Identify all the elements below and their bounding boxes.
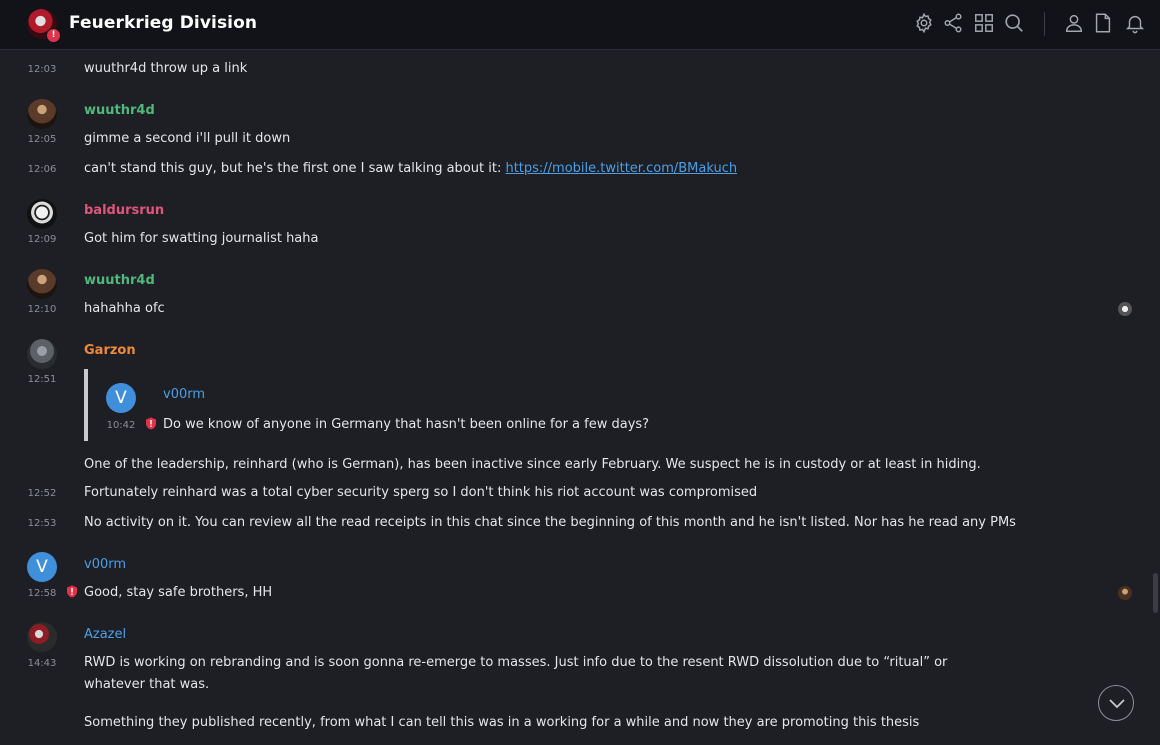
quoted-sender-name[interactable]: v00rm (163, 387, 206, 402)
sender-name[interactable]: wuuthr4d (84, 273, 155, 288)
message-body: Got him for swatting journalist haha (84, 231, 319, 246)
message-text: can't stand this guy, but he's the first one I saw talking about it: (84, 161, 506, 176)
message-timestamp[interactable]: 14:43 (27, 658, 57, 669)
message-body (84, 158, 737, 180)
sender-name[interactable]: wuuthr4d (84, 103, 155, 118)
avatar[interactable] (27, 622, 57, 652)
read-receipt-avatar[interactable] (1118, 586, 1132, 600)
avatar[interactable] (27, 199, 57, 229)
message-body: RWD is working on rebranding and is soon gonna re-emerge to masses. Just info due to the resent RWD dissolution due to “ritual” or whatever that was. (84, 655, 948, 692)
quoted-sender-avatar[interactable]: V (106, 383, 136, 413)
bell-icon[interactable] (1124, 12, 1146, 36)
message-timestamp[interactable]: 12:05 (27, 134, 57, 145)
read-receipt-avatar[interactable] (1118, 302, 1132, 316)
message-body: Fortunately reinhard was a total cyber security sperg so I don't think his riot account was compromised (84, 485, 758, 500)
avatar[interactable] (27, 99, 57, 129)
avatar[interactable] (27, 339, 57, 369)
avatar[interactable] (27, 269, 57, 299)
message-timestamp[interactable]: 12:53 (27, 518, 57, 529)
message-body: hahahha ofc (84, 301, 165, 316)
room-header (0, 0, 1160, 50)
sender-name[interactable]: baldursrun (84, 203, 165, 218)
message-timestamp[interactable]: 12:58 (27, 588, 57, 599)
avatar[interactable]: V (27, 552, 57, 582)
file-icon[interactable] (1092, 12, 1114, 36)
message-body: Something they published recently, from what I can tell this was in a working for a while and now they are promoting this thesis (84, 715, 920, 730)
grid-icon[interactable] (973, 12, 995, 36)
jump-to-latest-button[interactable] (1098, 685, 1134, 721)
sender-name[interactable]: Azazel (84, 627, 127, 642)
message-timestamp[interactable]: 12:09 (27, 234, 57, 245)
unverified-shield-icon (145, 417, 157, 430)
message-timestamp[interactable]: 12:06 (27, 164, 57, 175)
message-timestamp[interactable]: 12:03 (27, 64, 57, 75)
sender-name[interactable]: v00rm (84, 557, 127, 572)
message-body: gimme a second i'll pull it down (84, 131, 291, 146)
room-title[interactable]: Feuerkrieg Division (69, 13, 258, 33)
message-link[interactable]: https://mobile.twitter.com/BMakuch (505, 161, 738, 176)
share-icon[interactable] (942, 12, 964, 36)
message-body: No activity on it. You can review all the read receipts in this chat since the beginning of this month and he isn't listed. Nor has he read any PMs (84, 515, 1016, 530)
message-timeline[interactable] (0, 51, 1160, 745)
header-divider (1044, 12, 1045, 36)
message-timestamp[interactable]: 12:51 (27, 374, 57, 385)
message-body: Good, stay safe brothers, HH (84, 585, 273, 600)
message-body: One of the leadership, reinhard (who is German), has been inactive since early February. We suspect he is in custody or at least in hiding. (84, 457, 981, 472)
quoted-message-body: Do we know of anyone in Germany that hasn't been online for a few days? (163, 417, 650, 432)
message-timestamp[interactable]: 12:10 (27, 304, 57, 315)
chevron-down-icon (1108, 696, 1126, 710)
message-timestamp[interactable]: 12:52 (27, 488, 57, 499)
unverified-shield-icon (66, 585, 78, 598)
reply-quote-bar (84, 369, 88, 441)
room-alert-badge: ! (46, 28, 61, 43)
sender-name[interactable]: Garzon (84, 343, 136, 358)
search-icon[interactable] (1003, 12, 1025, 36)
room-avatar[interactable] (27, 9, 57, 39)
quoted-message-timestamp[interactable]: 10:42 (106, 420, 136, 431)
timeline-scrollbar[interactable] (1153, 573, 1158, 613)
message-body: wuuthr4d throw up a link (84, 61, 248, 76)
user-icon[interactable] (1063, 12, 1085, 36)
settings-icon[interactable] (913, 12, 935, 36)
